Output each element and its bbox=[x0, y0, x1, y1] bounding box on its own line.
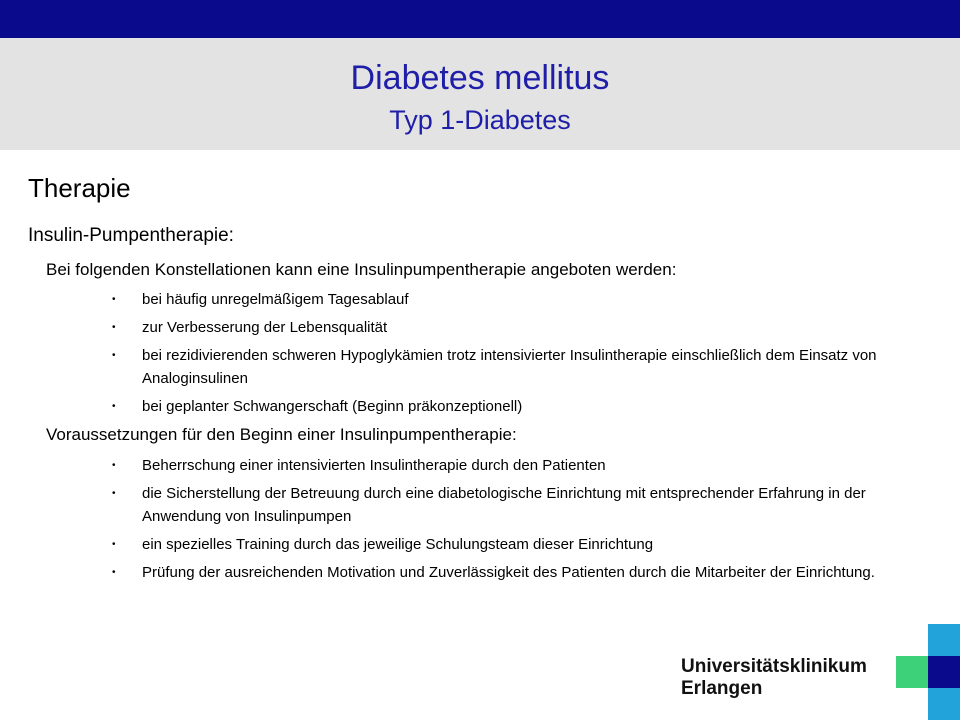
slide-title: Diabetes mellitus bbox=[350, 59, 610, 97]
logo-line-1: Universitätsklinikum bbox=[681, 656, 867, 677]
list-item bbox=[108, 562, 928, 585]
list-item-text: bei häufig unregelmäßigem Tagesablauf bbox=[142, 291, 409, 308]
intro-text-1: Bei folgenden Konstellationen kann eine Insulinpumpentherapie angeboten werden: bbox=[46, 260, 677, 279]
slide-subtitle: Typ 1-Diabetes bbox=[389, 105, 571, 135]
bullet-icon: • bbox=[112, 400, 116, 412]
bullet-list-1 bbox=[108, 289, 928, 424]
list-item bbox=[108, 317, 928, 340]
list-item bbox=[108, 289, 928, 312]
list-item-text: Beherrschung einer intensivierten Insulintherapie durch den Patienten bbox=[142, 457, 606, 474]
logo-square-blue-bottom bbox=[928, 688, 960, 720]
list-item-text: bei geplanter Schwangerschaft (Beginn präkonzeptionell) bbox=[142, 397, 523, 415]
top-bar bbox=[0, 0, 960, 38]
bullet-icon: • bbox=[112, 538, 116, 550]
section-heading: Therapie bbox=[28, 173, 131, 203]
list-item bbox=[108, 534, 928, 557]
intro-text-2: Voraussetzungen für den Beginn einer Insulinpumpentherapie: bbox=[46, 425, 517, 444]
bullet-icon: • bbox=[112, 566, 116, 578]
bullet-list-2 bbox=[108, 455, 928, 590]
logo-square-blue-top bbox=[928, 624, 960, 656]
list-item bbox=[108, 345, 928, 390]
bullet-icon: • bbox=[112, 460, 116, 471]
list-item-text: ein spezielles Training durch das jeweilige Schulungsteam dieser Einrichtung bbox=[142, 535, 654, 553]
list-item-text: zur Verbesserung der Lebensqualität bbox=[142, 319, 388, 336]
list-item-text: bei rezidivierenden schweren Hypoglykämien trotz intensivierter Insulintherapie einschließlich dem Einsatz von Analoginsulinen bbox=[142, 347, 877, 387]
bullet-icon: • bbox=[112, 350, 116, 361]
subheading: Insulin-Pumpentherapie: bbox=[28, 225, 234, 246]
logo-square-dark bbox=[928, 656, 960, 688]
list-item bbox=[108, 455, 928, 478]
logo-text bbox=[681, 656, 867, 700]
logo-line-2: Erlangen bbox=[681, 678, 763, 699]
bullet-icon: • bbox=[112, 488, 116, 499]
bullet-icon: • bbox=[112, 294, 116, 305]
logo-square-green bbox=[896, 656, 928, 688]
list-item-text: Prüfung der ausreichenden Motivation und Zuverlässigkeit des Patienten durch die Mitarbeiter der Einrichtung. bbox=[142, 563, 875, 581]
list-item-text: die Sicherstellung der Betreuung durch eine diabetologische Einrichtung mit entsprechender Erfahrung in der Anwendung von Insulinpumpen bbox=[142, 485, 866, 525]
bullet-icon: • bbox=[112, 322, 116, 333]
list-item bbox=[108, 396, 928, 419]
list-item bbox=[108, 483, 928, 528]
